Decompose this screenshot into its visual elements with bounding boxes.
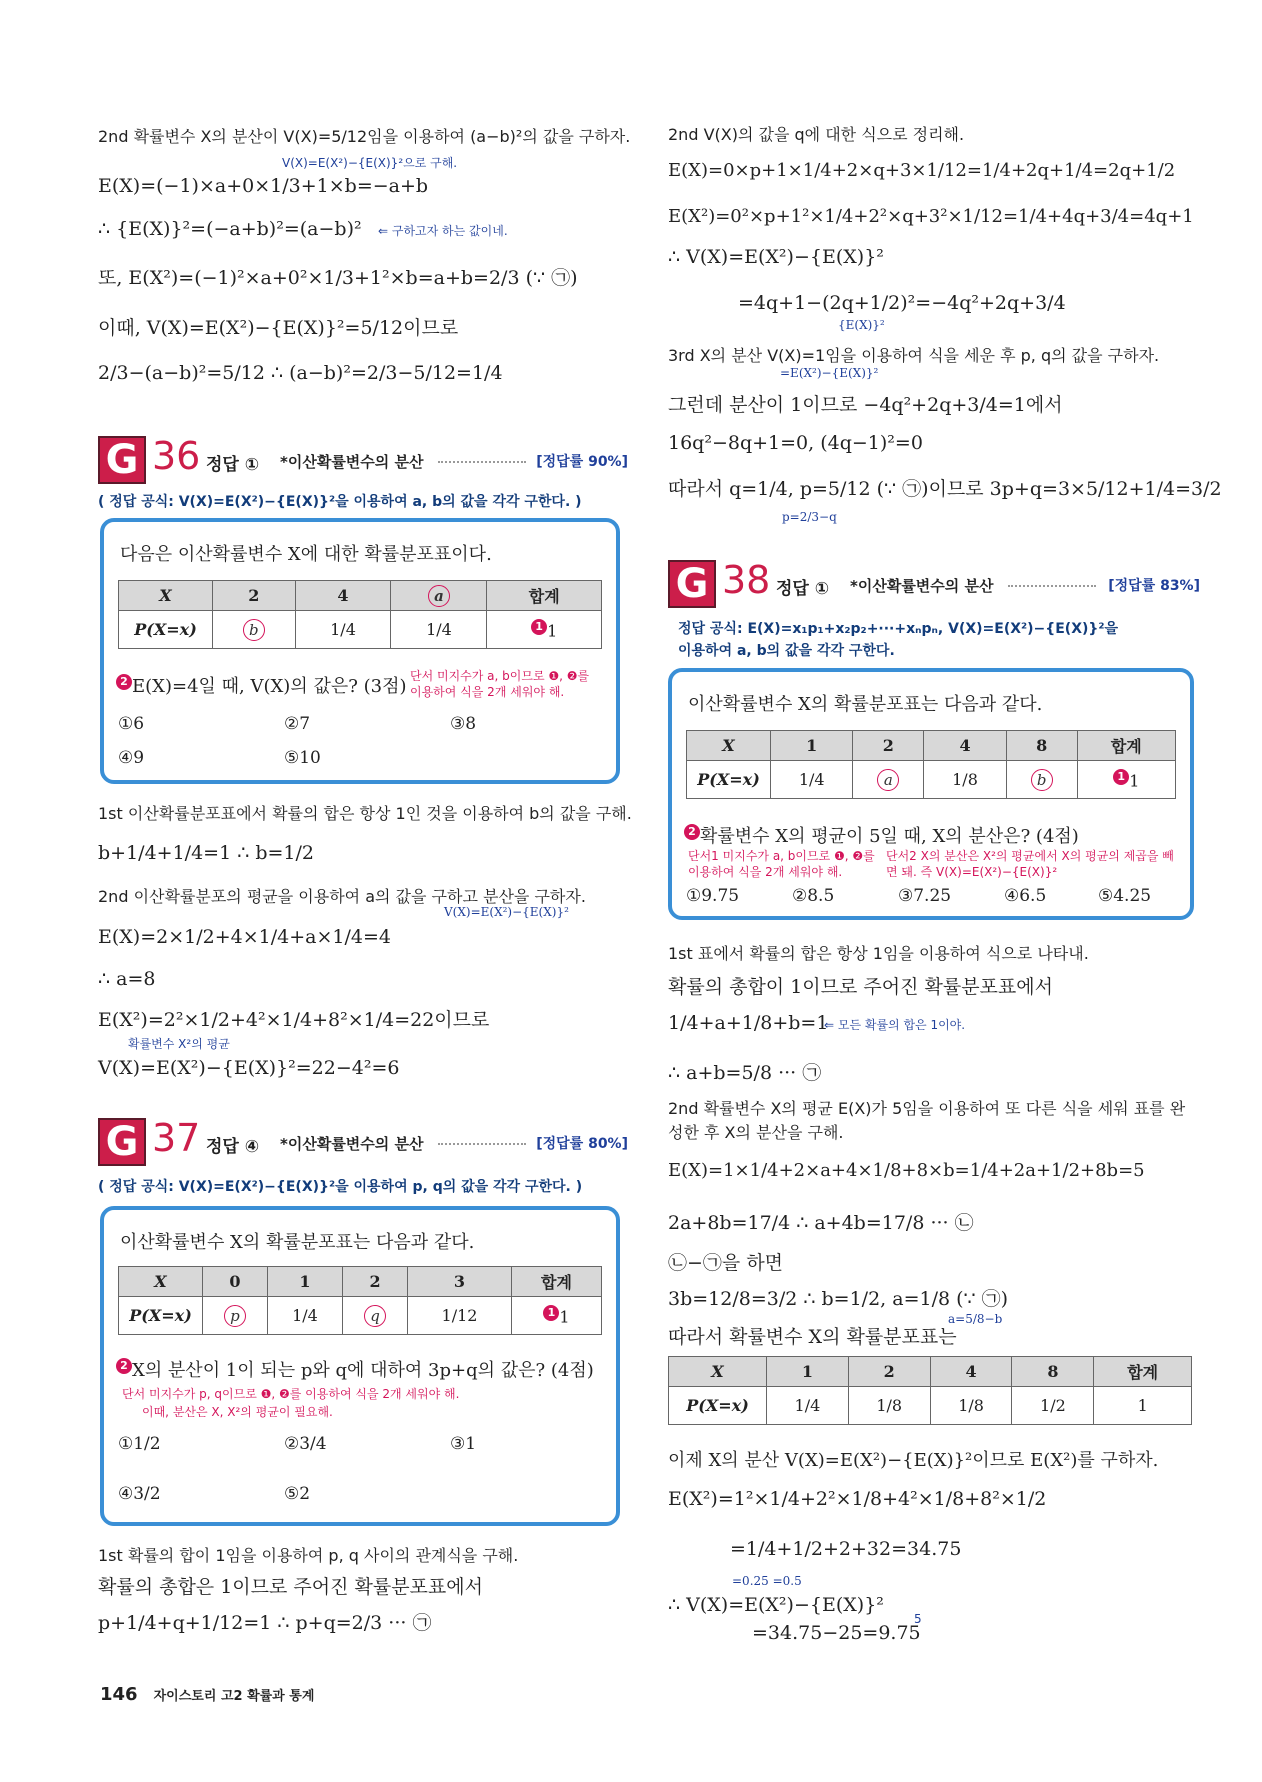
question-intro: 다음은 이산확률변수 X에 대한 확률분포표이다. — [120, 544, 492, 565]
topic-label: *이산확률변수의 분산 — [280, 1135, 424, 1153]
question-intro: 이산확률변수 X의 확률분포표는 다음과 같다. — [120, 1232, 475, 1253]
table-cell: 2 — [343, 1267, 408, 1297]
table-cell: 2 — [848, 1357, 930, 1387]
annotation: =0.25 =0.5 — [732, 1574, 802, 1588]
table-cell: 합계 — [487, 581, 602, 611]
table-row — [119, 581, 602, 611]
math-line: ∴ a=8 — [98, 968, 156, 990]
step-line: 2nd V(X)의 값을 q에 대한 식으로 정리해. — [668, 125, 965, 144]
question-panel-g36 — [100, 518, 620, 784]
annotation: ⇐ 구하고자 하는 값이네. — [378, 224, 508, 238]
choice-3[interactable]: ③7.25 — [898, 886, 952, 906]
table-cell: 3 — [407, 1267, 511, 1297]
math-line: 그런데 분산이 1이므로 −4q²+2q+3/4=1에서 — [668, 394, 1063, 416]
page-footer — [100, 1683, 314, 1705]
table-cell — [203, 1297, 268, 1335]
math-line: E(X)=2×1/2+4×1/4+a×1/4=4 — [98, 926, 391, 948]
dotted-leader — [1008, 585, 1096, 587]
math-line: 또, E(X²)=(−1)²×a+0²×1/3+1²×b=a+b=2/3 (∵ ㉠) — [98, 267, 578, 289]
table-cell: 1/4 — [771, 761, 853, 799]
step-line: 1st 확률의 합이 1임을 이용하여 p, q 사이의 관계식을 구해. — [98, 1546, 519, 1565]
question-panel-g38 — [668, 668, 1194, 920]
question-number: 37 — [152, 1116, 201, 1160]
math-line: ∴ V(X)=E(X²)−{E(X)}² — [668, 1594, 884, 1616]
table-cell: 1/4 — [295, 611, 391, 649]
table-cell: 8 — [1012, 1357, 1094, 1387]
table-cell: 1 — [1094, 1387, 1192, 1425]
table-cell: 합계 — [1094, 1357, 1192, 1387]
annotation: =E(X²)−{E(X)}² — [780, 366, 879, 380]
annotation: 확률변수 X²의 평균 — [128, 1037, 230, 1051]
table-cell: 1 1 — [512, 1297, 602, 1335]
g-label: G — [98, 436, 146, 484]
math-line: =34.75−25=9.75 — [752, 1622, 921, 1644]
math-line: 이때, V(X)=E(X²)−{E(X)}²=5/12이므로 — [98, 317, 459, 339]
table-cell: 1 1 — [487, 611, 602, 649]
table-cell: 1/4 — [767, 1387, 849, 1425]
math-line: E(X²)=0²×p+1²×1/4+2²×q+3²×1/12=1/4+4q+3/4=4q+1 — [668, 206, 1194, 227]
annotation: p=2/3−q — [782, 510, 837, 524]
question-header-g37 — [98, 1118, 628, 1168]
question-number: 36 — [152, 434, 201, 478]
formula-hint: ( 정답 공식: V(X)=E(X²)−{E(X)}²을 이용하여 p, q의 값을 각각 구한다. ) — [98, 1179, 583, 1195]
annotation: a=5/8−b — [948, 1312, 1003, 1326]
math-line: 16q²−8q+1=0, (4q−1)²=0 — [668, 432, 923, 454]
table-cell: 1/4 — [391, 611, 487, 649]
table-cell — [853, 761, 924, 799]
table-cell: X — [687, 731, 771, 761]
clue-badge: 1 — [543, 1305, 559, 1321]
question-header-g36 — [98, 436, 628, 486]
step-line: 2nd 확률변수 X의 평균 E(X)가 5임을 이용하여 또 다른 식을 세워 표를 완성한 후 X의 분산을 구해. — [668, 1099, 1186, 1142]
choice-4[interactable]: ④3/2 — [118, 1484, 161, 1504]
choice-1[interactable]: ①6 — [118, 714, 145, 734]
math-line: E(X)=1×1/4+2×a+4×1/8+8×b=1/4+2a+1/2+8b=5 — [668, 1160, 1145, 1181]
table-cell: P(X=x) — [669, 1387, 767, 1425]
math-line: 따라서 확률변수 X의 확률분포표는 — [668, 1326, 957, 1348]
choice-1[interactable]: ①9.75 — [686, 886, 740, 906]
math-line: b+1/4+1/4=1 ∴ b=1/2 — [98, 842, 314, 864]
table-cell: P(X=x) — [119, 1297, 203, 1335]
result-distribution-table — [668, 1356, 1192, 1425]
annotation: {E(X)}² — [838, 318, 885, 332]
table-cell — [391, 581, 487, 611]
question-text: 2 X의 분산이 1이 되는 p와 q에 대하여 3p+q의 값은? (4점) — [116, 1356, 594, 1382]
math-line: E(X²)=1²×1/4+2²×1/8+4²×1/8+8²×1/2 — [668, 1488, 1047, 1510]
math-line: ∴ a+b=5/8 ··· ㉠ — [668, 1062, 822, 1084]
annotation: V(X)=E(X²)−{E(X)}²으로 구해. — [282, 156, 458, 170]
dotted-leader — [438, 1143, 526, 1145]
choice-5[interactable]: ⑤2 — [284, 1484, 311, 1504]
math-line: p+1/4+q+1/12=1 ∴ p+q=2/3 ··· ㉠ — [98, 1612, 432, 1634]
clue-hint: 단서2 X의 분산은 X²의 평균에서 X의 평균의 제곱을 빼면 돼. 즉 V(X)=E(X²)−{E(X)}² — [886, 849, 1174, 879]
table-cell: P(X=x) — [119, 611, 213, 649]
choice-2[interactable]: ②3/4 — [284, 1434, 327, 1454]
formula-hint: 정답 공식: E(X)=x₁p₁+x₂p₂+···+xₙpₙ, V(X)=E(X²)−{E(X)}²을 — [678, 621, 1119, 637]
topic-label: *이산확률변수의 분산 — [280, 453, 424, 471]
step-line: 2nd 이산확률분포의 평균을 이용하여 a의 값을 구하고 분산을 구하자. — [98, 887, 586, 906]
math-line: E(X)=(−1)×a+0×1/3+1×b=−a+b — [98, 175, 429, 197]
math-line: ∴ V(X)=E(X²)−{E(X)}² — [668, 246, 884, 268]
choice-2[interactable]: ②8.5 — [792, 886, 835, 906]
table-cell: X — [119, 1267, 203, 1297]
clue-hint: 이때, 분산은 X, X²의 평균이 필요해. — [142, 1405, 333, 1419]
math-line: 확률의 총합은 1이므로 주어진 확률분포표에서 — [98, 1576, 483, 1598]
math-line: 이제 X의 분산 V(X)=E(X²)−{E(X)}²이므로 E(X²)를 구하자. — [668, 1450, 1159, 1471]
table-cell: 0 — [203, 1267, 268, 1297]
question-number: 38 — [722, 558, 771, 602]
table-cell: 1 — [767, 1357, 849, 1387]
table-cell: 4 — [924, 731, 1006, 761]
unknown-circle: b — [1031, 769, 1053, 791]
topic-label: *이산확률변수의 분산 — [850, 577, 994, 595]
annotation: 5 — [914, 1612, 922, 1626]
table-row — [669, 1387, 1192, 1425]
unknown-circle: b — [243, 619, 265, 641]
math-line: =4q+1−(2q+1/2)²=−4q²+2q+3/4 — [738, 292, 1066, 314]
clue-badge: 1 — [1113, 769, 1129, 785]
dotted-leader — [438, 461, 526, 463]
choice-4[interactable]: ④6.5 — [1004, 886, 1047, 906]
table-cell: 1 — [771, 731, 853, 761]
correct-rate: [정답률 83%] — [1108, 578, 1200, 594]
table-row — [687, 731, 1176, 761]
math-line: ∴ {E(X)}²=(−a+b)²=(a−b)² — [98, 218, 362, 240]
table-cell: 1/8 — [848, 1387, 930, 1425]
question-text: 2 확률변수 X의 평균이 5일 때, X의 분산은? (4점) — [684, 822, 1079, 848]
math-line: 확률의 총합이 1이므로 주어진 확률분포표에서 — [668, 976, 1053, 998]
table-cell: 1/8 — [924, 761, 1006, 799]
g-label: G — [98, 1118, 146, 1166]
table-cell: 4 — [930, 1357, 1012, 1387]
annotation: ⇐ 모든 확률의 합은 1이야. — [824, 1018, 966, 1032]
clue-hint: 단서1 미지수가 a, b이므로 ❶, ❷를 이용하여 식을 2개 세워야 해. — [688, 849, 875, 879]
step-line: 3rd X의 분산 V(X)=1임을 이용하여 식을 세운 후 p, q의 값을 구하자. — [668, 346, 1160, 365]
clue-badge: 1 — [531, 619, 547, 635]
table-cell: X — [669, 1357, 767, 1387]
choice-3[interactable]: ③1 — [450, 1434, 477, 1454]
clue-hint: 단서 미지수가 a, b이므로 ❶, ❷를 이용하여 식을 2개 세워야 해. — [410, 669, 590, 699]
clue-badge: 2 — [116, 674, 132, 690]
correct-rate: [정답률 90%] — [536, 454, 628, 470]
table-cell — [213, 611, 296, 649]
math-line: 2/3−(a−b)²=5/12 ∴ (a−b)²=2/3−5/12=1/4 — [98, 362, 503, 384]
math-line: 2a+8b=17/4 ∴ a+4b=17/8 ··· ㉡ — [668, 1212, 974, 1234]
table-cell — [343, 1297, 408, 1335]
answer-label: 정답 ① — [206, 455, 260, 475]
answer-label: 정답 ④ — [206, 1137, 260, 1157]
table-cell — [1006, 761, 1077, 799]
table-row — [119, 1297, 602, 1335]
table-cell: 1/2 — [1012, 1387, 1094, 1425]
choice-4[interactable]: ④9 — [118, 748, 145, 768]
unknown-circle: p — [224, 1305, 246, 1327]
question-panel-g37 — [100, 1206, 620, 1526]
formula-hint: 이용하여 a, b의 값을 각각 구한다. — [678, 643, 895, 659]
question-intro: 이산확률변수 X의 확률분포표는 다음과 같다. — [688, 694, 1043, 715]
choice-1[interactable]: ①1/2 — [118, 1434, 161, 1454]
step-line: 1st 이산확률분포표에서 확률의 합은 항상 1인 것을 이용하여 b의 값을 구해. — [98, 804, 632, 823]
choice-3[interactable]: ③8 — [450, 714, 477, 734]
choice-5[interactable]: ⑤10 — [284, 748, 321, 768]
unknown-circle: a — [428, 585, 450, 607]
distribution-table — [118, 580, 602, 649]
clue-hint: 단서 미지수가 p, q이므로 ❶, ❷를 이용하여 식을 2개 세워야 해. — [122, 1387, 460, 1401]
table-cell: 1/12 — [407, 1297, 511, 1335]
table-row — [669, 1357, 1192, 1387]
clue-badge: 2 — [116, 1358, 132, 1374]
question-text: 2 E(X)=4일 때, V(X)의 값은? (3점) — [116, 672, 406, 698]
math-line: E(X)=0×p+1×1/4+2×q+3×1/12=1/4+2q+1/4=2q+1/2 — [668, 160, 1176, 181]
choice-2[interactable]: ②7 — [284, 714, 311, 734]
annotation: V(X)=E(X²)−{E(X)}² — [444, 905, 569, 919]
table-cell: 합계 — [512, 1267, 602, 1297]
math-line: 1/4+a+1/8+b=1 — [668, 1012, 829, 1034]
table-cell: P(X=x) — [687, 761, 771, 799]
table-cell: 합계 — [1077, 731, 1175, 761]
math-line: 3b=12/8=3/2 ∴ b=1/2, a=1/8 (∵ ㉠) — [668, 1288, 1009, 1310]
choice-5[interactable]: ⑤4.25 — [1098, 886, 1152, 906]
correct-rate: [정답률 80%] — [536, 1136, 628, 1152]
table-cell: 1 1 — [1077, 761, 1175, 799]
math-line: E(X²)=2²×1/2+4²×1/4+8²×1/4=22이므로 — [98, 1009, 490, 1031]
math-line: V(X)=E(X²)−{E(X)}²=22−4²=6 — [98, 1057, 400, 1079]
table-cell: 4 — [295, 581, 391, 611]
table-cell: 2 — [213, 581, 296, 611]
page-number: 146 — [100, 1684, 138, 1705]
clue-badge: 2 — [684, 824, 700, 840]
distribution-table — [686, 730, 1176, 799]
unknown-circle: a — [877, 769, 899, 791]
table-row — [687, 761, 1176, 799]
math-line: ㉡−㉠을 하면 — [668, 1252, 784, 1274]
table-cell: 1/4 — [267, 1297, 342, 1335]
book-title: 자이스토리 고2 확률과 통계 — [153, 1689, 315, 1704]
table-cell: 1 — [267, 1267, 342, 1297]
table-cell: 1/8 — [930, 1387, 1012, 1425]
formula-hint: ( 정답 공식: V(X)=E(X²)−{E(X)}²을 이용하여 a, b의 값을 각각 구한다. ) — [98, 494, 582, 510]
step-line: 2nd 확률변수 X의 분산이 V(X)=5/12임을 이용하여 (a−b)²의 값을 구하자. — [98, 127, 631, 146]
distribution-table — [118, 1266, 602, 1335]
table-row — [119, 1267, 602, 1297]
g-label: G — [668, 560, 716, 608]
table-cell: X — [119, 581, 213, 611]
question-header-g38 — [668, 560, 1200, 610]
table-cell: 8 — [1006, 731, 1077, 761]
math-line: =1/4+1/2+2+32=34.75 — [730, 1538, 962, 1560]
answer-label: 정답 ① — [776, 579, 830, 599]
math-line: 따라서 q=1/4, p=5/12 (∵ ㉠)이므로 3p+q=3×5/12+1/4=3/2 — [668, 478, 1222, 500]
unknown-circle: q — [364, 1305, 386, 1327]
step-line: 1st 표에서 확률의 합은 항상 1임을 이용하여 식으로 나타내. — [668, 944, 1089, 963]
table-cell: 2 — [853, 731, 924, 761]
table-row — [119, 611, 602, 649]
